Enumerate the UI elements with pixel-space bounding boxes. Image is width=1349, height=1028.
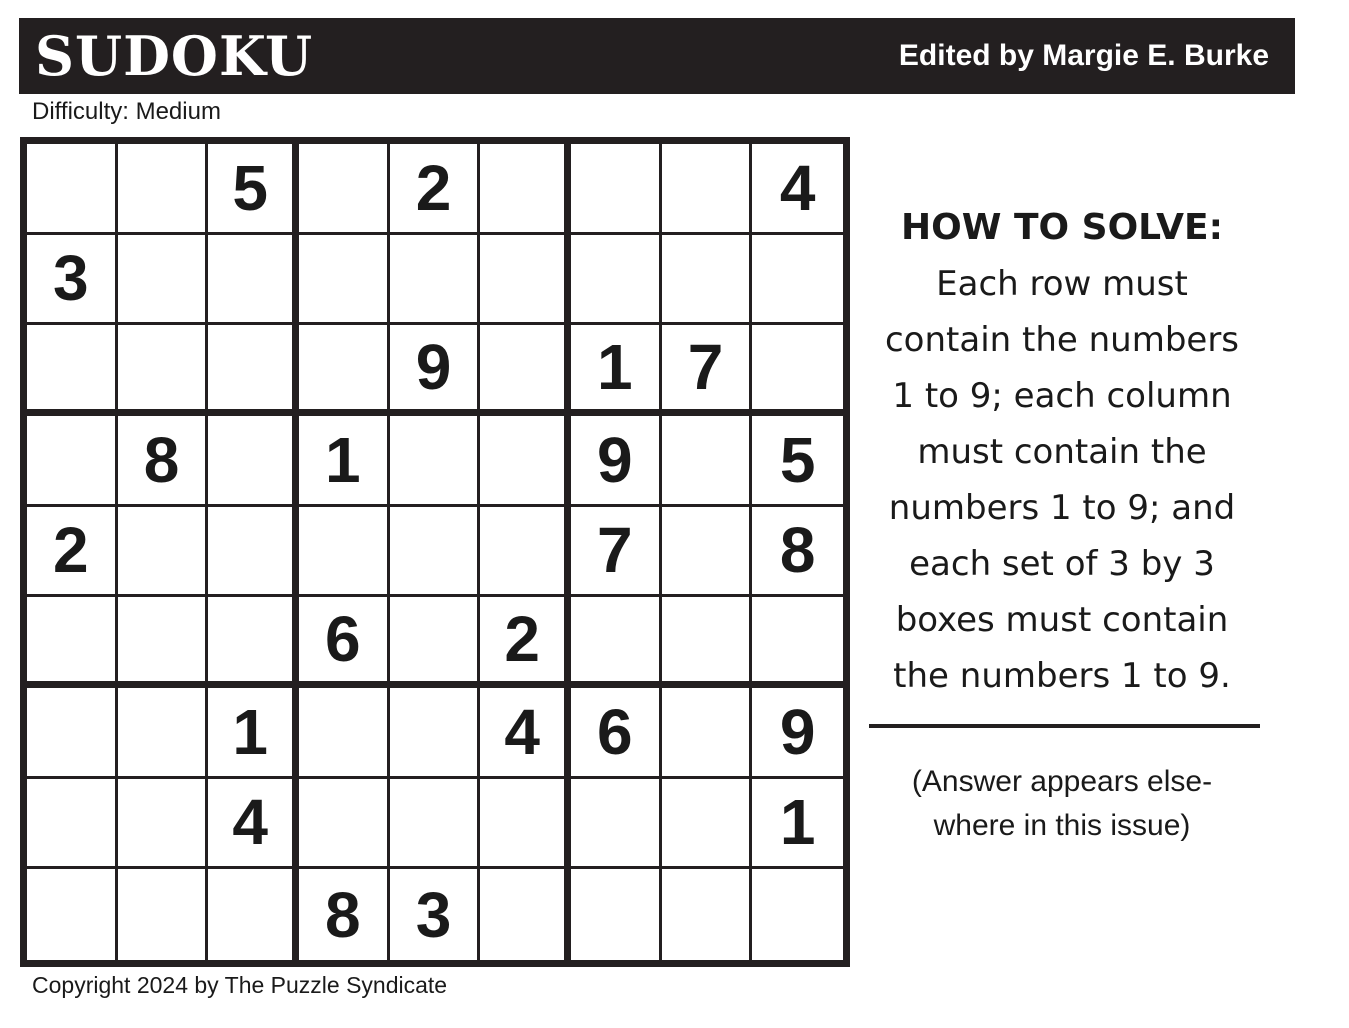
answer-note-line: where in this issue) <box>933 809 1191 842</box>
empty-cell[interactable] <box>118 325 209 416</box>
empty-cell[interactable] <box>662 597 753 688</box>
given-cell: 4 <box>480 688 571 779</box>
empty-cell[interactable] <box>752 235 843 326</box>
empty-cell[interactable] <box>299 144 390 235</box>
empty-cell[interactable] <box>208 597 299 688</box>
empty-cell[interactable] <box>390 779 481 870</box>
empty-cell[interactable] <box>571 779 662 870</box>
instruction-line: Each row must <box>936 264 1188 304</box>
empty-cell[interactable] <box>390 416 481 507</box>
empty-cell[interactable] <box>662 235 753 326</box>
given-cell: 7 <box>571 507 662 598</box>
given-cell: 6 <box>299 597 390 688</box>
puzzle-title: SUDOKU <box>35 24 314 88</box>
empty-cell[interactable] <box>299 235 390 326</box>
empty-cell[interactable] <box>208 507 299 598</box>
empty-cell[interactable] <box>118 144 209 235</box>
instruction-line: must contain the <box>917 432 1207 472</box>
given-cell: 3 <box>390 869 481 960</box>
empty-cell[interactable] <box>662 416 753 507</box>
header-banner <box>19 18 1295 94</box>
given-cell: 1 <box>571 325 662 416</box>
empty-cell[interactable] <box>390 507 481 598</box>
empty-cell[interactable] <box>752 325 843 416</box>
empty-cell[interactable] <box>752 869 843 960</box>
given-cell: 6 <box>571 688 662 779</box>
how-to-solve-text <box>862 256 1262 704</box>
empty-cell[interactable] <box>662 869 753 960</box>
empty-cell[interactable] <box>480 235 571 326</box>
empty-cell[interactable] <box>480 325 571 416</box>
empty-cell[interactable] <box>27 144 118 235</box>
empty-cell[interactable] <box>662 507 753 598</box>
empty-cell[interactable] <box>299 507 390 598</box>
instruction-line: numbers 1 to 9; and <box>888 488 1236 528</box>
given-cell: 8 <box>299 869 390 960</box>
empty-cell[interactable] <box>299 688 390 779</box>
empty-cell[interactable] <box>118 869 209 960</box>
instruction-line: 1 to 9; each column <box>892 376 1232 416</box>
given-cell: 2 <box>390 144 481 235</box>
sudoku-grid <box>20 137 850 967</box>
empty-cell[interactable] <box>299 325 390 416</box>
empty-cell[interactable] <box>480 869 571 960</box>
given-cell: 9 <box>752 688 843 779</box>
empty-cell[interactable] <box>118 597 209 688</box>
empty-cell[interactable] <box>662 688 753 779</box>
empty-cell[interactable] <box>208 235 299 326</box>
given-cell: 8 <box>118 416 209 507</box>
empty-cell[interactable] <box>27 416 118 507</box>
given-cell: 1 <box>752 779 843 870</box>
empty-cell[interactable] <box>662 779 753 870</box>
empty-cell[interactable] <box>27 325 118 416</box>
empty-cell[interactable] <box>480 144 571 235</box>
empty-cell[interactable] <box>480 779 571 870</box>
given-cell: 2 <box>27 507 118 598</box>
empty-cell[interactable] <box>571 869 662 960</box>
instruction-line: boxes must contain <box>895 600 1229 640</box>
empty-cell[interactable] <box>571 597 662 688</box>
difficulty-label: Difficulty: Medium <box>32 98 221 125</box>
how-to-solve-title: HOW TO SOLVE: <box>900 207 1224 248</box>
empty-cell[interactable] <box>390 235 481 326</box>
answer-note-line: (Answer appears else- <box>911 765 1213 798</box>
empty-cell[interactable] <box>571 144 662 235</box>
empty-cell[interactable] <box>208 325 299 416</box>
given-cell: 2 <box>480 597 571 688</box>
given-cell: 8 <box>752 507 843 598</box>
empty-cell[interactable] <box>118 779 209 870</box>
given-cell: 5 <box>208 144 299 235</box>
empty-cell[interactable] <box>27 688 118 779</box>
given-cell: 4 <box>752 144 843 235</box>
empty-cell[interactable] <box>118 688 209 779</box>
editor-credit: Edited by Margie E. Burke <box>898 39 1269 72</box>
given-cell: 9 <box>571 416 662 507</box>
empty-cell[interactable] <box>480 507 571 598</box>
instruction-line: the numbers 1 to 9. <box>893 656 1231 696</box>
empty-cell[interactable] <box>571 235 662 326</box>
instruction-line: contain the numbers <box>884 320 1240 360</box>
empty-cell[interactable] <box>208 869 299 960</box>
empty-cell[interactable] <box>118 235 209 326</box>
how-to-solve-panel <box>862 200 1262 704</box>
instruction-line: each set of 3 by 3 <box>909 544 1215 584</box>
empty-cell[interactable] <box>299 779 390 870</box>
given-cell: 1 <box>299 416 390 507</box>
given-cell: 7 <box>662 325 753 416</box>
empty-cell[interactable] <box>208 416 299 507</box>
empty-cell[interactable] <box>27 869 118 960</box>
empty-cell[interactable] <box>390 688 481 779</box>
empty-cell[interactable] <box>118 507 209 598</box>
given-cell: 9 <box>390 325 481 416</box>
given-cell: 4 <box>208 779 299 870</box>
given-cell: 3 <box>27 235 118 326</box>
copyright-notice: Copyright 2024 by The Puzzle Syndicate <box>32 972 448 998</box>
given-cell: 1 <box>208 688 299 779</box>
empty-cell[interactable] <box>27 597 118 688</box>
empty-cell[interactable] <box>752 597 843 688</box>
empty-cell[interactable] <box>662 144 753 235</box>
answer-note <box>862 760 1262 848</box>
given-cell: 5 <box>752 416 843 507</box>
empty-cell[interactable] <box>480 416 571 507</box>
empty-cell[interactable] <box>390 597 481 688</box>
divider-rule <box>869 724 1260 728</box>
empty-cell[interactable] <box>27 779 118 870</box>
